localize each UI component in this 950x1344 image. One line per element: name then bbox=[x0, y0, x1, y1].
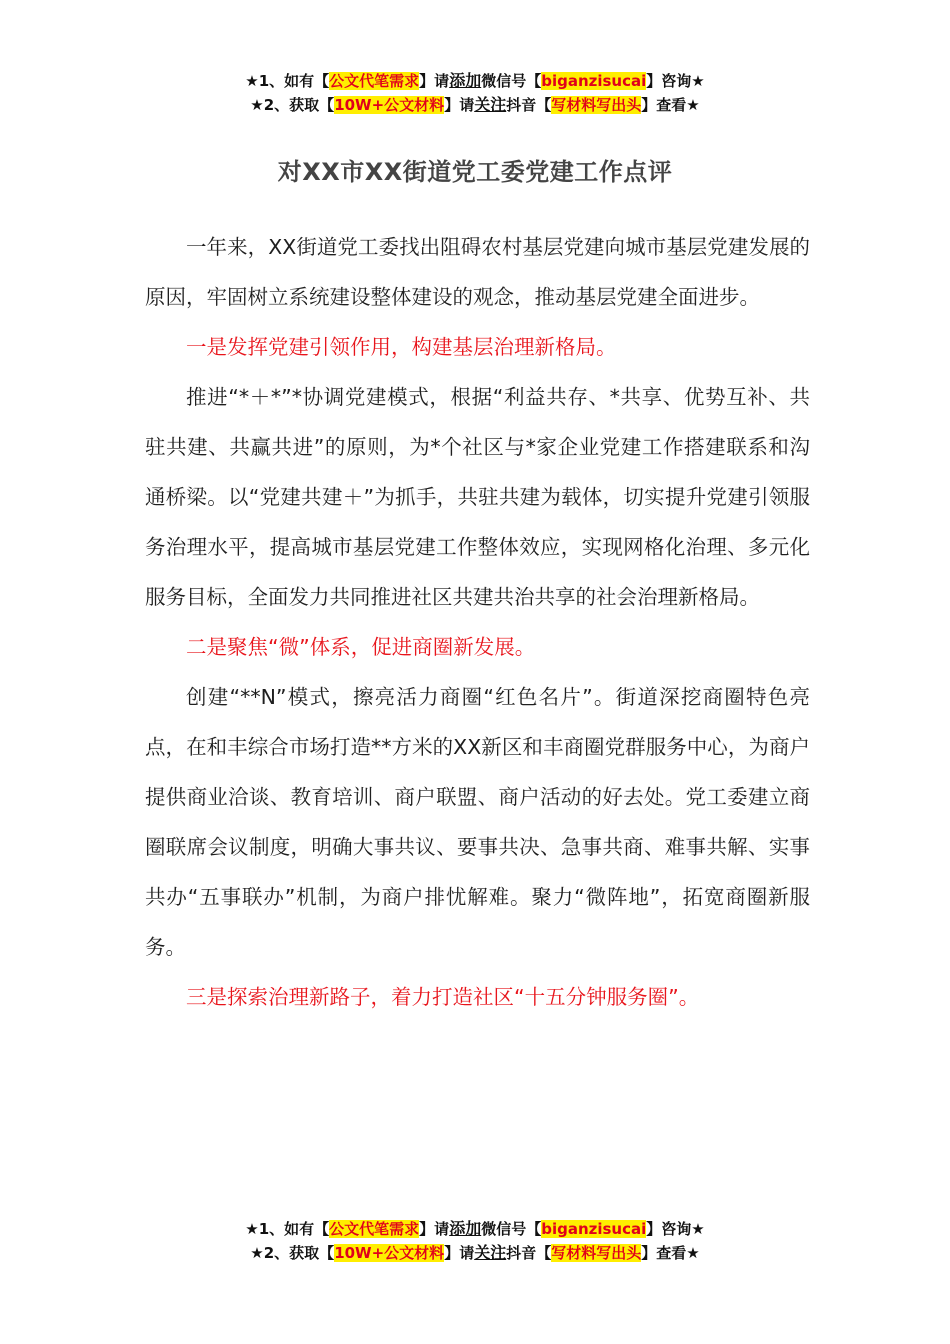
promo-highlight-wechat-id: biganzisucai bbox=[541, 1220, 647, 1238]
promo-text: ★2、获取【 bbox=[250, 96, 335, 114]
promo-highlight-wechat-id: biganzisucai bbox=[541, 72, 647, 90]
promo-text: ★1、如有【 bbox=[245, 1220, 330, 1238]
promo-text: ★1、如有【 bbox=[245, 72, 330, 90]
promo-text: 】咨询★ bbox=[646, 1220, 705, 1238]
promo-line-2 bbox=[0, 1241, 950, 1265]
paragraph-intro: 一年来，XX街道党工委找出阻碍农村基层党建向城市基层党建发展的原因，牢固树立系统建设整体建设的观念，推动基层党建全面进步。 bbox=[145, 235, 810, 309]
promo-highlight-douyin-id: 写材料写出头 bbox=[551, 1244, 642, 1262]
section-heading-2: 二是聚焦“微”体系，促进商圈新发展。 bbox=[186, 635, 536, 659]
promo-highlight-materials: 10W+公文材料 bbox=[334, 1244, 445, 1262]
section-heading-1: 一是发挥党建引领作用，构建基层治理新格局。 bbox=[186, 335, 617, 359]
promo-text: 】请 bbox=[444, 96, 475, 114]
document-body bbox=[145, 222, 810, 1022]
promo-text: 】请 bbox=[419, 72, 450, 90]
promo-line-1 bbox=[0, 69, 950, 93]
paragraph-section-1: 推进“*＋*”*协调党建模式，根据“利益共存、*共享、优势互补、共驻共建、共赢共进”的原则，为*个社区与*家企业党建工作搭建联系和沟通桥梁。以“党建共建＋”为抓手，共驻共建为载体，切实提升党建引领服务治理水平，提高城市基层党建工作整体效应，实现网格化治理、多元化服务目标，全面发力共同推进社区共建共治共享的社会治理新格局。 bbox=[145, 385, 810, 609]
promo-highlight-douyin-id: 写材料写出头 bbox=[551, 96, 642, 114]
promo-text: 】查看★ bbox=[641, 96, 700, 114]
paragraph-section-2: 创建“**N”模式，擦亮活力商圈“红色名片”。街道深挖商圈特色亮点，在和丰综合市场打造**方米的XX新区和丰商圈党群服务中心，为商户提供商业洽谈、教育培训、商户联盟、商户活动的好去处。党工委建立商圈联席会议制度，明确大事共议、要事共决、急事共商、难事共解、实事共办“五事联办”机制，为商户排忧解难。聚力“微阵地”，拓宽商圈新服务。 bbox=[145, 685, 810, 959]
promo-text: 抖音【 bbox=[506, 96, 552, 114]
promo-text: 】请 bbox=[419, 1220, 450, 1238]
promo-line-2 bbox=[0, 93, 950, 117]
promo-highlight-materials: 10W+公文材料 bbox=[334, 96, 445, 114]
promo-text: ★2、获取【 bbox=[250, 1244, 335, 1262]
footer-promo bbox=[0, 1217, 950, 1265]
promo-text: 微信号【 bbox=[481, 1220, 542, 1238]
promo-highlight-service: 公文代笔需求 bbox=[329, 72, 420, 90]
promo-text: 微信号【 bbox=[481, 72, 542, 90]
promo-underlined: 添加 bbox=[449, 71, 482, 90]
section-heading-3: 三是探索治理新路子，着力打造社区“十五分钟服务圈”。 bbox=[186, 985, 700, 1009]
promo-line-1 bbox=[0, 1217, 950, 1241]
header-promo bbox=[0, 69, 950, 117]
document-title: 对XX市XX街道党工委党建工作点评 bbox=[277, 158, 673, 186]
promo-highlight-service: 公文代笔需求 bbox=[329, 1220, 420, 1238]
promo-underlined: 关注 bbox=[474, 1243, 507, 1262]
promo-text: 抖音【 bbox=[506, 1244, 552, 1262]
promo-underlined: 添加 bbox=[449, 1219, 482, 1238]
promo-text: 】咨询★ bbox=[646, 72, 705, 90]
promo-underlined: 关注 bbox=[474, 95, 507, 114]
promo-text: 】请 bbox=[444, 1244, 475, 1262]
promo-text: 】查看★ bbox=[641, 1244, 700, 1262]
